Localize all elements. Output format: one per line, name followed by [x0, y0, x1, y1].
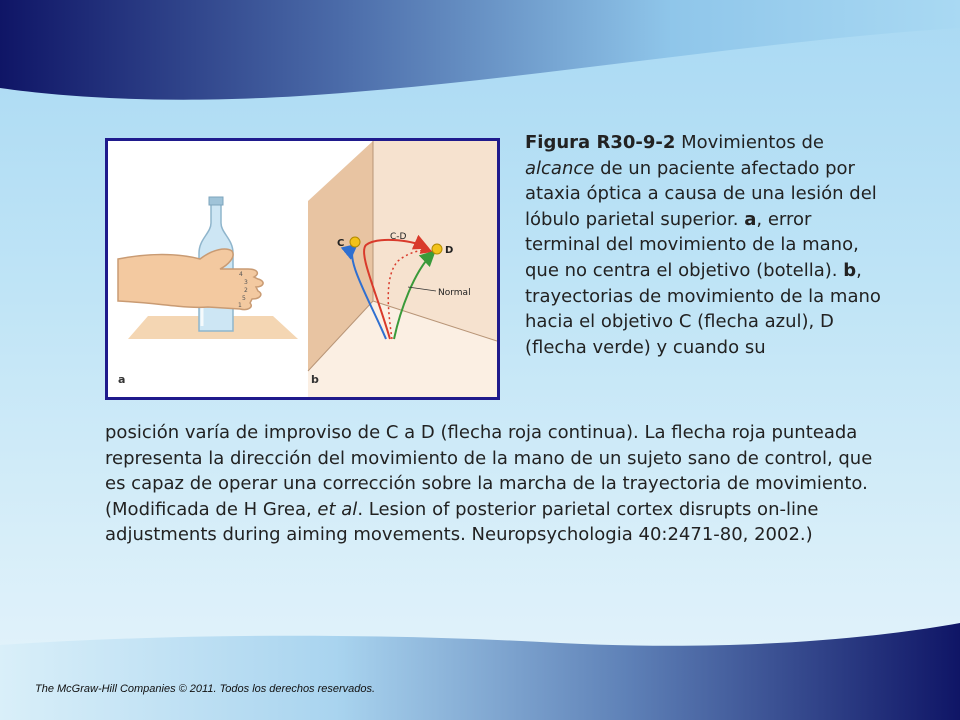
figure-caption-full	[105, 420, 875, 548]
caption-label-a: a	[744, 208, 757, 230]
finger-label-1: 1	[238, 302, 242, 309]
finger-label-5: 5	[242, 295, 246, 302]
caption-italic-1: alcance	[525, 157, 595, 179]
caption-label-b: b	[843, 259, 857, 281]
caption-text-3: , error terminal del movimiento de la mano, que no centra el objetivo (botella).	[525, 208, 859, 281]
target-c-marker	[350, 237, 360, 247]
copyright-footer: The McGraw-Hill Companies © 2011. Todos los derechos reservados.	[35, 683, 376, 695]
panel-b-label: b	[311, 373, 319, 386]
figure-label: Figura R30-9-2	[525, 132, 676, 153]
bottom-wave-band	[0, 615, 960, 720]
panel-a-drawing	[118, 197, 298, 386]
target-c-label: C	[337, 238, 345, 249]
caption-text-6: . Lesion of posterior parietal cortex disrupts on-line adjustments during aiming movements. Neuropsychologia 40:2471-80, 2002.)	[105, 498, 819, 546]
target-d-marker	[432, 244, 442, 254]
caption-text-4: , trayectorias de movimiento de la mano hacia el objetivo C (flecha azul), D (flecha verde) y cuando su	[525, 259, 881, 358]
finger-label-3: 3	[244, 279, 248, 286]
shift-label: C-D	[390, 232, 407, 242]
normal-label: Normal	[438, 288, 471, 298]
caption-text-2: de un paciente afectado por ataxia óptica a causa de una lesión del lóbulo parietal superior.	[525, 157, 877, 230]
panel-a-label: a	[118, 373, 126, 386]
figure-caption-side	[525, 130, 885, 360]
top-wave-band	[0, 0, 960, 120]
panel-b-drawing	[308, 141, 497, 397]
finger-label-4: 4	[239, 271, 243, 278]
figure-drawing	[108, 141, 497, 397]
target-d-label: D	[445, 245, 454, 256]
caption-italic-2: et al	[317, 498, 358, 520]
caption-text-5: posición varía de improviso de C a D (flecha roja continua). La flecha roja punteada representa la dirección del movimiento de la mano de un sujeto sano de control, que es capaz de operar una corrección sobre la marcha de la trayectoria de movimiento. (Modificada de H Grea,	[105, 422, 873, 520]
finger-label-2: 2	[244, 287, 248, 294]
figure-illustration	[105, 138, 500, 400]
caption-text-1: Movimientos de	[675, 132, 824, 153]
